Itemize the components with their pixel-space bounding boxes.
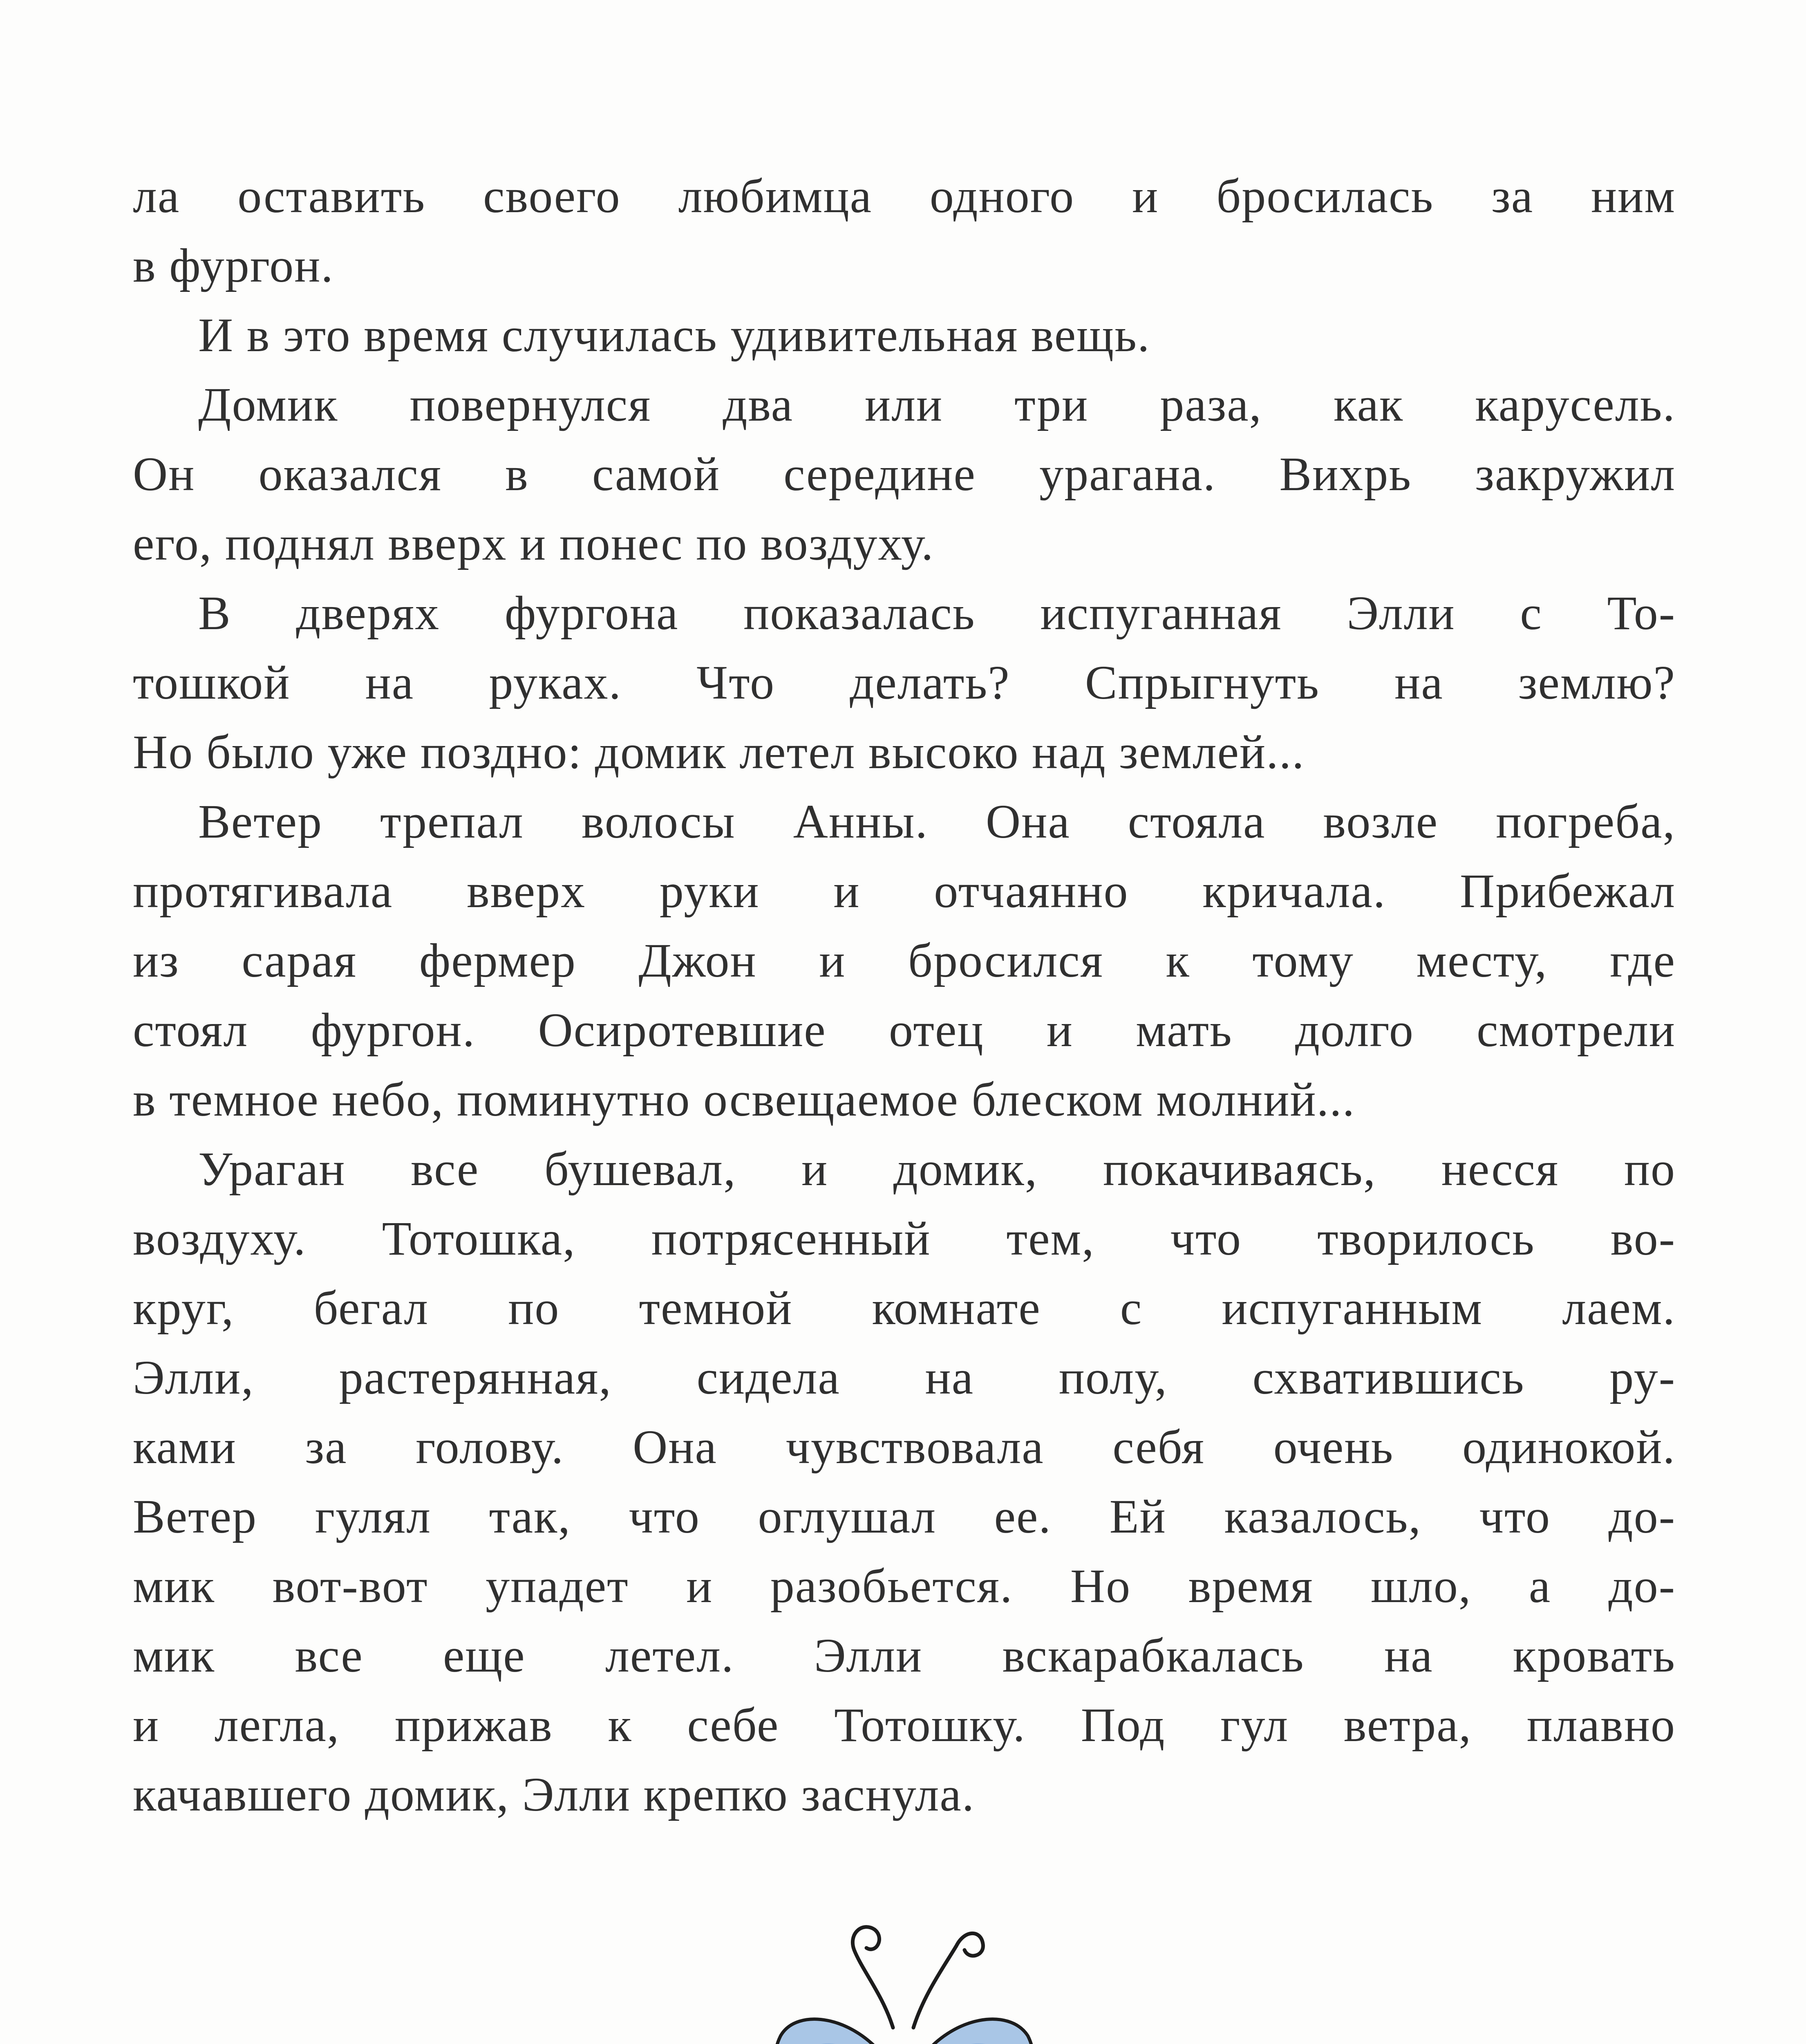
text-line: мик все еще летел. Элли вскарабкалась на кровать bbox=[133, 1629, 1676, 1682]
wing-upper-left bbox=[775, 2019, 893, 2044]
text-line: В дверях фургона показалась испуганная Элли с То- bbox=[198, 586, 1676, 640]
text-line: стоял фургон. Осиротевшие отец и мать долго смотрели bbox=[133, 1003, 1676, 1057]
text-line: Элли, растерянная, сидела на полу, схватившись ру- bbox=[133, 1351, 1676, 1404]
text-line: качавшего домик, Элли крепко заснула. bbox=[133, 1768, 975, 1821]
antenna-left bbox=[853, 1927, 893, 2028]
text-line: в темное небо, поминутно освещаемое блеском молний... bbox=[133, 1073, 1356, 1126]
text-line: протягивала вверх руки и отчаянно кричала. Прибежал bbox=[133, 864, 1676, 918]
text-line: И в это время случилась удивительная вещь. bbox=[198, 308, 1150, 362]
text-line: Ветер гулял так, что оглушал ее. Ей казалось, что до- bbox=[133, 1490, 1676, 1543]
text-line: Но было уже поздно: домик летел высоко над землей... bbox=[133, 725, 1305, 779]
text-line: Он оказался в самой середине урагана. Вихрь закружил bbox=[133, 447, 1676, 501]
text-line: Домик повернулся два или три раза, как карусель. bbox=[198, 378, 1676, 431]
antenna-right bbox=[913, 1933, 983, 2028]
text-line: из сарая фермер Джон и бросился к тому месту, где bbox=[133, 934, 1676, 987]
text-line: тошкой на руках. Что делать? Спрыгнуть на землю? bbox=[133, 656, 1676, 709]
wing-upper-right bbox=[915, 2019, 1034, 2044]
story-text bbox=[133, 161, 1676, 1829]
text-line: его, поднял вверх и понес по воздуху. bbox=[133, 517, 934, 570]
text-line: в фургон. bbox=[133, 239, 334, 292]
text-line: ками за голову. Она чувствовала себя очень одинокой. bbox=[133, 1420, 1676, 1474]
text-line: ла оставить своего любимца одного и бросилась за ним bbox=[133, 169, 1676, 223]
text-line: воздуху. Тотошка, потрясенный тем, что творилось во- bbox=[133, 1212, 1676, 1265]
text-line: Ветер трепал волосы Анны. Она стояла возле погреба, bbox=[198, 795, 1676, 848]
text-line: и легла, прижав к себе Тотошку. Под гул ветра, плавно bbox=[133, 1698, 1676, 1752]
text-line: Ураган все бушевал, и домик, покачиваясь, несся по bbox=[198, 1142, 1676, 1196]
text-line: мик вот-вот упадет и разобьется. Но время шло, а до- bbox=[133, 1559, 1676, 1613]
butterfly-icon bbox=[752, 1905, 1063, 2044]
text-line: круг, бегал по темной комнате с испуганным лаем. bbox=[133, 1281, 1676, 1335]
